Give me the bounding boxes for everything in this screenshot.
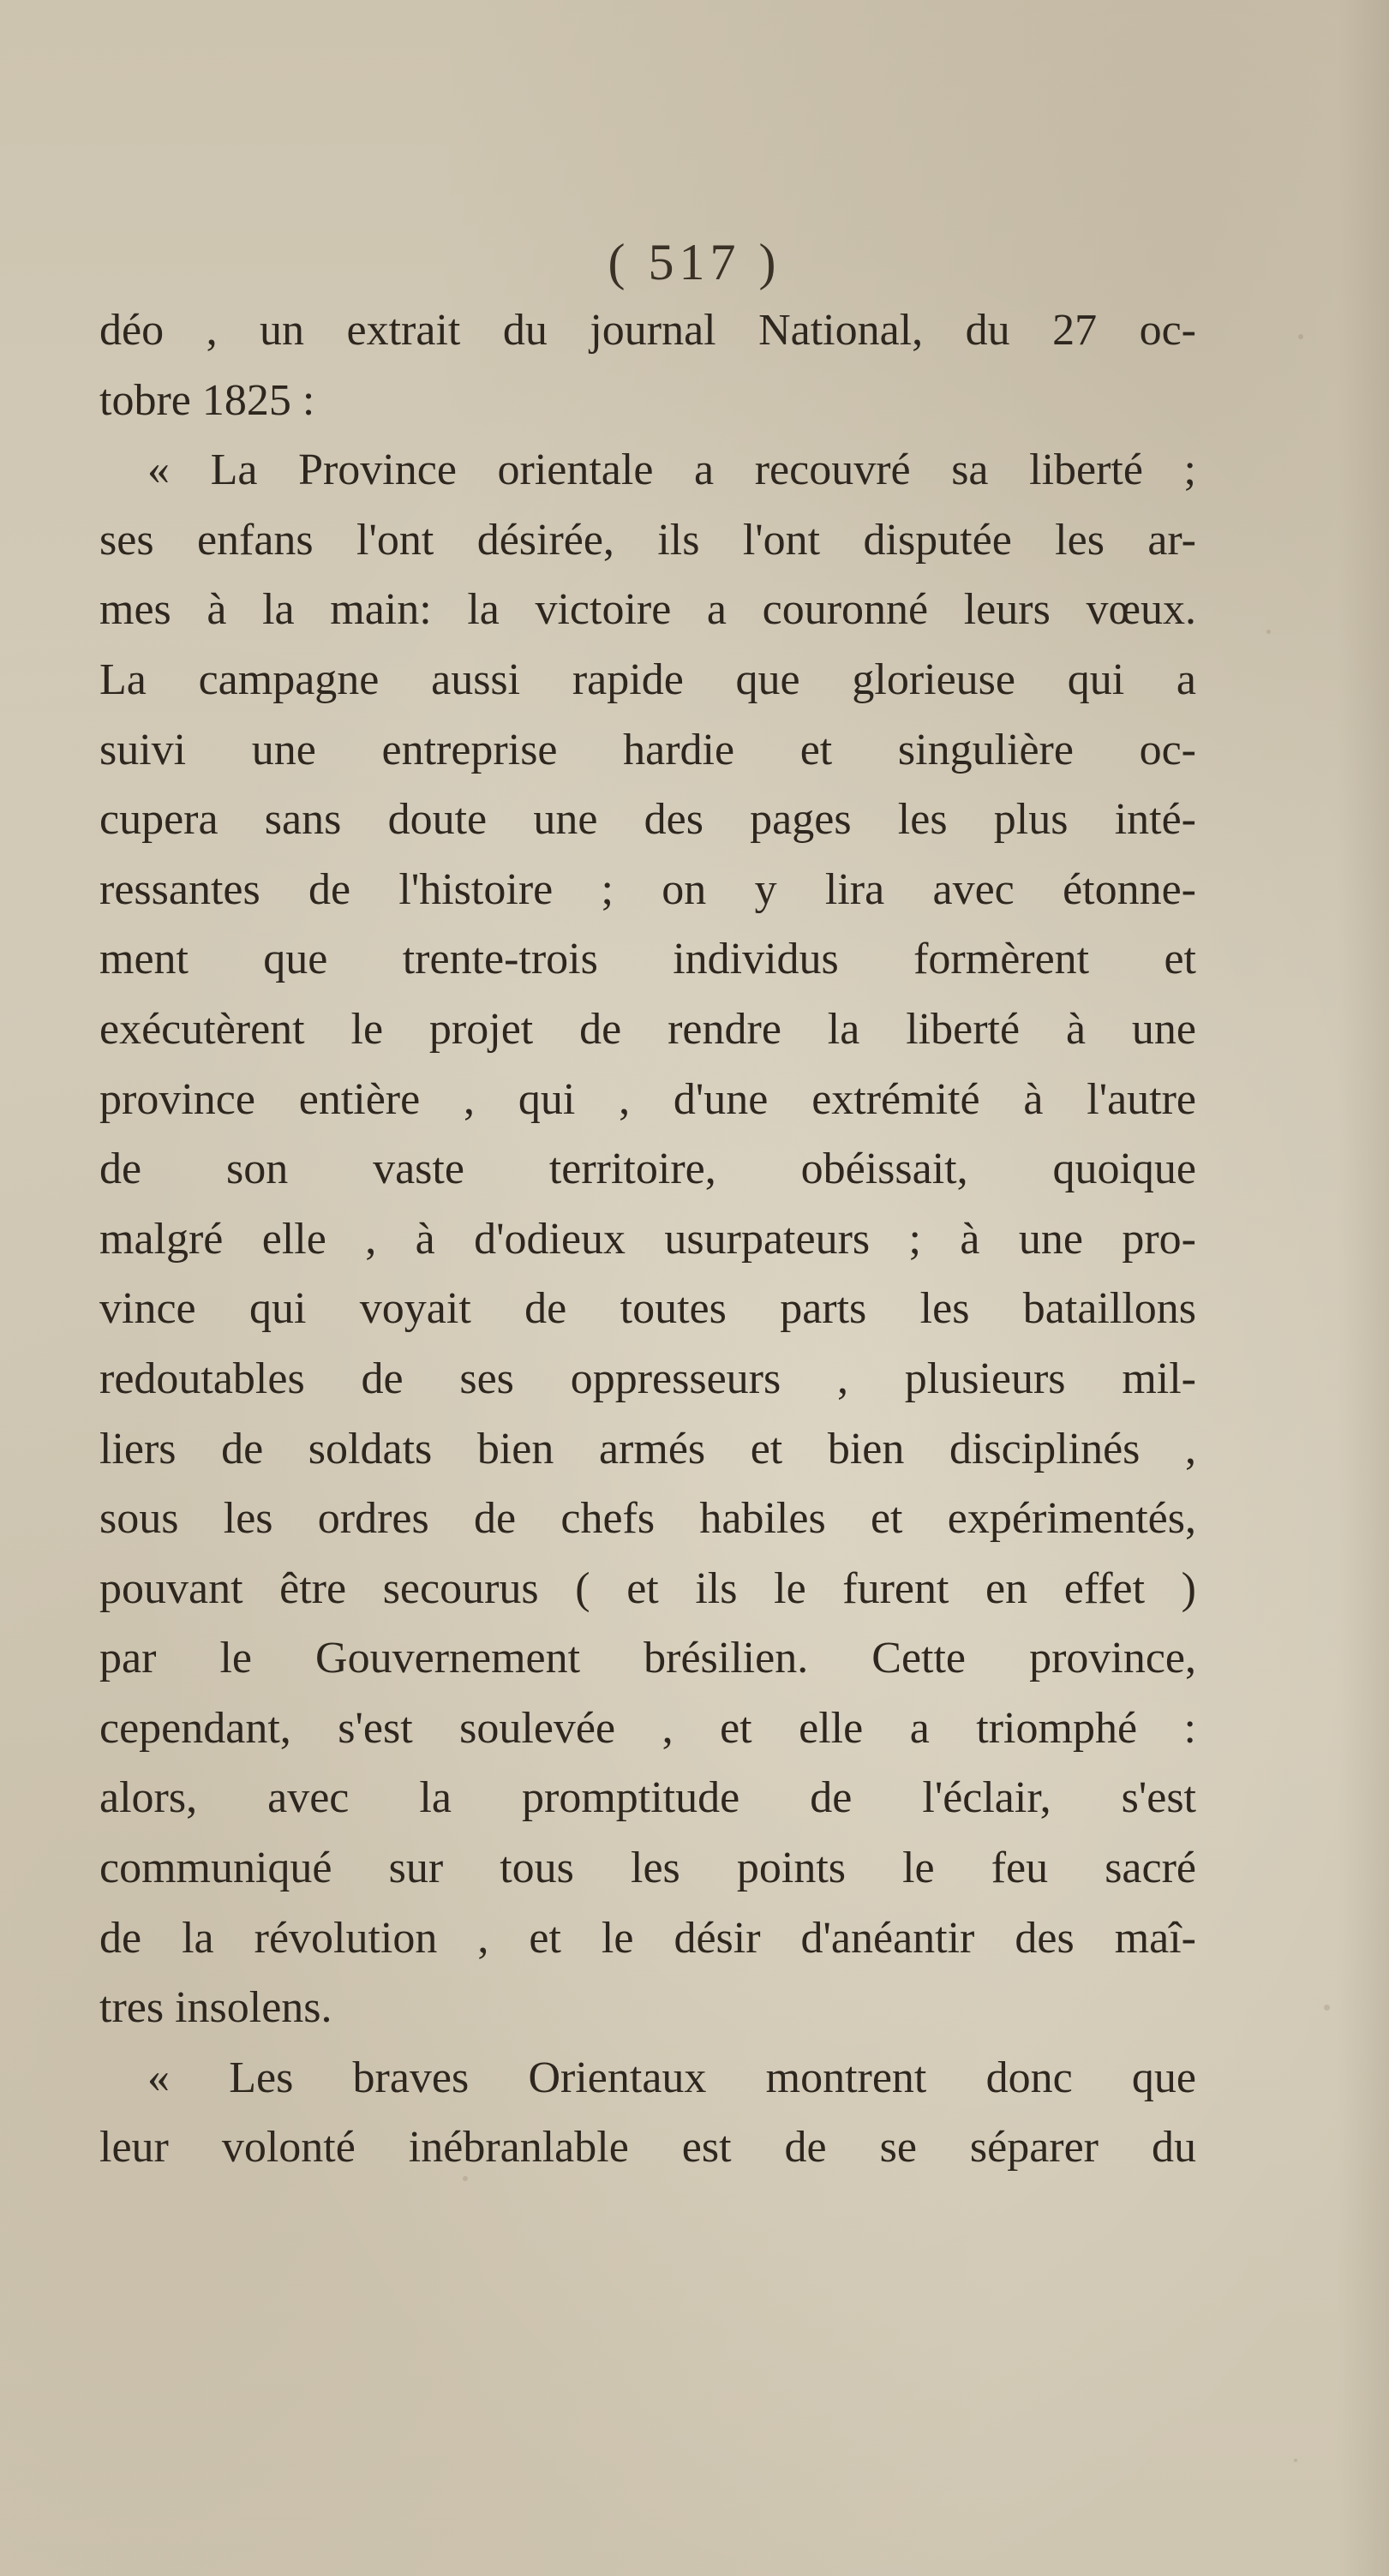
text-line xyxy=(99,1204,1196,1275)
text-line-content: exécutèrent le projet de rendre la liberté à une xyxy=(99,1004,1196,1054)
text-line xyxy=(99,715,1196,786)
paper-spot xyxy=(1266,630,1271,634)
text-line xyxy=(99,1973,1196,2043)
text-line xyxy=(99,1134,1196,1204)
text-line xyxy=(99,575,1196,645)
text-line-content: ses enfans l'ont désirée, ils l'ont disputée les ar- xyxy=(99,515,1196,565)
text-line-content: ressantes de l'histoire ; on y lira avec étonne- xyxy=(99,864,1196,914)
text-line xyxy=(99,2113,1196,2183)
text-line-content: La campagne aussi rapide que glorieuse qui a xyxy=(99,654,1196,704)
text-line-content: de son vaste territoire, obéissait, quoique xyxy=(99,1145,1196,1194)
text-line xyxy=(99,1484,1196,1554)
paper-spot xyxy=(1298,334,1303,339)
text-line-content: mes à la main: la victoire a couronné leurs vœux. xyxy=(99,585,1196,635)
text-line xyxy=(99,855,1196,925)
text-line xyxy=(99,1344,1196,1414)
text-line-content: ment que trente-trois individus formèrent et xyxy=(99,935,1196,984)
text-line xyxy=(99,995,1196,1065)
text-line-content: province entière , qui , d'une extrémité à l'autre xyxy=(99,1074,1196,1124)
text-line xyxy=(99,1274,1196,1344)
paper-spot xyxy=(1294,2459,1297,2462)
text-line xyxy=(99,1065,1196,1135)
body-text xyxy=(99,296,1196,2183)
page-number: ( 517 ) xyxy=(608,234,781,290)
text-line xyxy=(99,1833,1196,1904)
text-line-content: tres insolens. xyxy=(99,1983,332,2033)
text-line xyxy=(99,1623,1196,1694)
text-line xyxy=(99,924,1196,995)
text-line xyxy=(99,1414,1196,1485)
text-line xyxy=(99,2043,1196,2113)
text-line xyxy=(99,785,1196,855)
text-line-content: cependant, s'est soulevée , et elle a triomphé : xyxy=(99,1703,1196,1753)
text-line-content: malgré elle , à d'odieux usurpateurs ; à une pro- xyxy=(99,1214,1196,1264)
text-line xyxy=(99,1554,1196,1624)
text-line-content: suivi une entreprise hardie et singulière oc- xyxy=(99,725,1196,774)
text-line-content: vince qui voyait de toutes parts les bataillons xyxy=(99,1284,1196,1334)
page-edge-shadow xyxy=(1338,0,1389,2576)
text-line xyxy=(99,505,1196,576)
text-line-content: de la révolution , et le désir d'anéantir des maî- xyxy=(99,1913,1196,1963)
text-line-content: liers de soldats bien armés et bien disciplinés , xyxy=(99,1424,1196,1473)
text-line-content: par le Gouvernement brésilien. Cette province, xyxy=(99,1634,1196,1683)
text-line-content: sous les ordres de chefs habiles et expérimentés, xyxy=(99,1494,1196,1544)
text-line xyxy=(99,435,1196,505)
paper-spot xyxy=(1324,2005,1330,2011)
text-line-content: alors, avec la promptitude de l'éclair, s'est xyxy=(99,1773,1196,1823)
text-line-content: leur volonté inébranlable est de se séparer du xyxy=(99,2123,1196,2173)
text-line xyxy=(99,366,1196,436)
text-line-content: pouvant être secourus ( et ils le furent en effet ) xyxy=(99,1563,1196,1613)
text-line-content: « La Province orientale a recouvré sa liberté ; xyxy=(147,445,1196,495)
text-line-content: tobre 1825 : xyxy=(99,375,315,425)
text-line-content: redoutables de ses oppresseurs , plusieurs mil- xyxy=(99,1354,1196,1403)
text-line xyxy=(99,645,1196,715)
text-line-content: déo , un extrait du journal National, du 27 oc- xyxy=(99,306,1196,355)
text-line xyxy=(99,1694,1196,1764)
text-line xyxy=(99,296,1196,366)
text-line xyxy=(99,1904,1196,1974)
text-line xyxy=(99,1763,1196,1833)
text-line-content: communiqué sur tous les points le feu sacré xyxy=(99,1844,1196,1893)
text-line-content: « Les braves Orientaux montrent donc que xyxy=(147,2053,1196,2102)
text-line-content: cupera sans doute une des pages les plus inté- xyxy=(99,795,1196,845)
